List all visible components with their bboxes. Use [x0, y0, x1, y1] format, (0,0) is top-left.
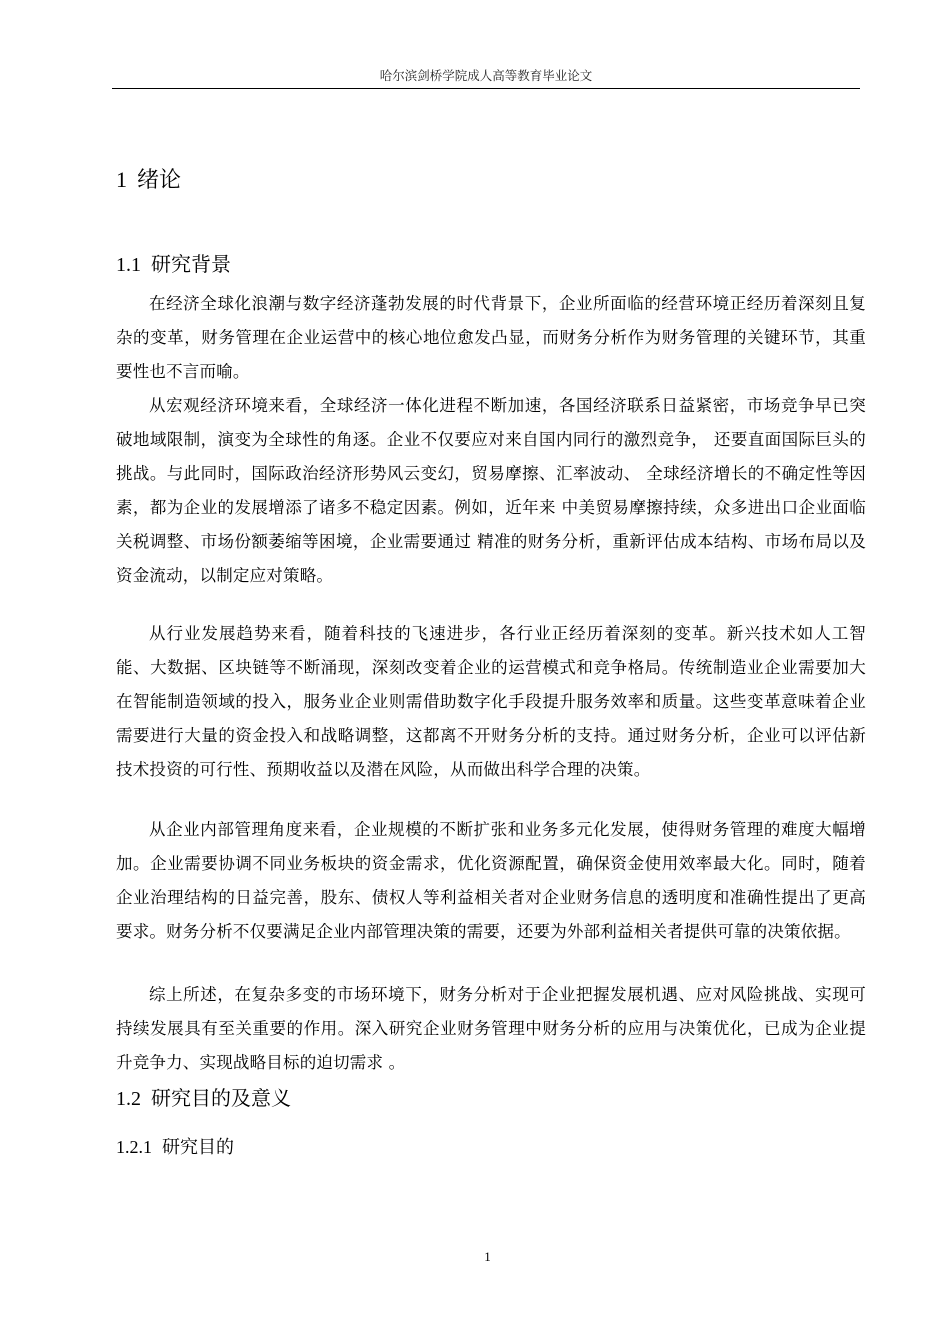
- page-header: 哈尔滨剑桥学院成人高等教育毕业论文: [379, 68, 593, 83]
- paragraph-2: 从宏观经济环境来看，全球经济一体化进程不断加速，各国经济联系日益紧密，市场竞争早已突破地域限制，演变为全球性的角逐。企业不仅要应对来自国内同行的激烈竞争， 还要直面国际巨头的挑战。与此同时，国际政治经济形势风云变幻，贸易摩擦、汇率波动、 全球经济增长的不确定性等因素，都为企业的发展增添了诸多不稳定因素。例如，近年来 中美贸易摩擦持续，众多进出口企业面临关税调整、市场份额萎缩等困境，企业需要通过 精准的财务分析，重新评估成本结构、市场布局以及资金流动，以制定应对策略。: [116, 396, 866, 585]
- paragraph-3: 从行业发展趋势来看，随着科技的飞速进步，各行业正经历着深刻的变革。新兴技术如人工智能、大数据、区块链等不断涌现，深刻改变着企业的运营模式和竞争格局。传统制造业企业需要加大在智能制造领域的投入，服务业企业则需借助数字化手段提升服务效率和质量。这些变革意味着企业需要进行大量的资金投入和战略调整，这都离不开财务分析的支持。通过财务分析，企业可以评估新技术投资的可行性、预期收益以及潜在风险，从而做出科学合理的决策。: [116, 624, 866, 779]
- paragraph-5: 综上所述，在复杂多变的市场环境下，财务分析对于企业把握发展机遇、应对风险挑战、实现可持续发展具有至关重要的作用。深入研究企业财务管理中财务分析的应用与决策优化，已成为企业提升竞争力、实现战略目标的迫切需求 。: [116, 985, 866, 1072]
- section-number: 1.1: [116, 254, 141, 276]
- chapter-heading: [116, 163, 181, 194]
- header-rule: [112, 88, 860, 89]
- section-title: 研究背景: [151, 252, 231, 276]
- page-number: 1: [484, 1249, 491, 1264]
- paragraph-4: 从企业内部管理角度来看，企业规模的不断扩张和业务多元化发展，使得财务管理的难度大幅增加。企业需要协调不同业务板块的资金需求，优化资源配置，确保资金使用效率最大化。同时，随着企业治理结构的日益完善，股东、债权人等利益相关者对企业财务信息的透明度和准确性提出了更高要求。财务分析不仅要满足企业内部管理决策的需要，还要为外部利益相关者提供可靠的决策依据。: [116, 820, 866, 941]
- section-heading-1-1: [116, 248, 231, 277]
- subsection-number: 1.2.1: [116, 1137, 152, 1157]
- chapter-number: 1: [116, 167, 127, 192]
- paragraph-1: 在经济全球化浪潮与数字经济蓬勃发展的时代背景下，企业所面临的经营环境正经历着深刻且复杂的变革，财务管理在企业运营中的核心地位愈发凸显，而财务分析作为财务管理的关键环节，其重要性也不言而喻。: [116, 294, 866, 381]
- subsection-heading-1-2-1: [116, 1133, 234, 1159]
- section-title: 研究目的及意义: [151, 1086, 291, 1110]
- section-heading-1-2: [116, 1082, 291, 1111]
- subsection-title: 研究目的: [162, 1137, 234, 1158]
- chapter-title: 绪论: [137, 168, 182, 193]
- section-number: 1.2: [116, 1088, 141, 1110]
